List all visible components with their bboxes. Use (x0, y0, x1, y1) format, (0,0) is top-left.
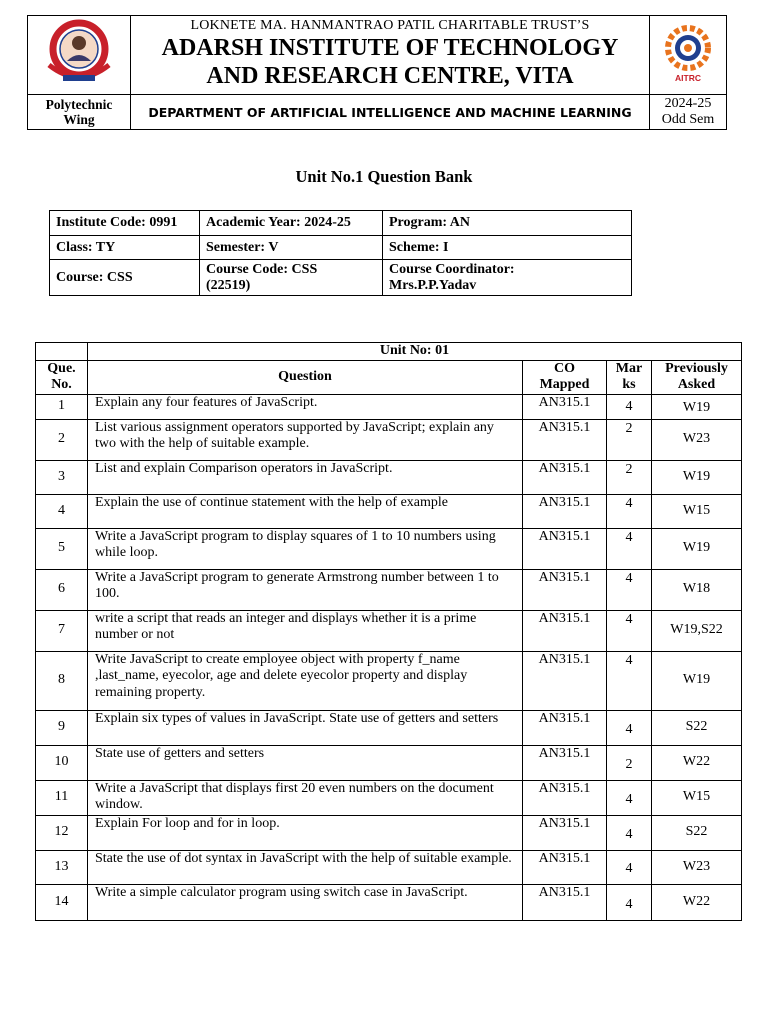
table-row (36, 884, 742, 920)
co-mapped: AN315.1 (523, 780, 607, 815)
question-number: 4 (36, 494, 88, 528)
header-co-mapped (523, 360, 607, 394)
course-info-table (49, 210, 632, 296)
previously-asked: W15 (652, 780, 742, 815)
institute-logo-cell (28, 16, 131, 95)
marks: 4 (607, 494, 652, 528)
header-marks-line1: Mar (615, 360, 643, 376)
question-text: Write a JavaScript program to generate Armstrong number between 1 to 100. (88, 569, 523, 610)
institute-emblem-icon (39, 17, 119, 89)
previously-asked: W19 (652, 394, 742, 419)
previously-asked: W22 (652, 745, 742, 780)
co-mapped: AN315.1 (523, 610, 607, 651)
table-row (36, 745, 742, 780)
aitrc-logo-cell (650, 16, 727, 95)
marks: 4 (607, 528, 652, 569)
previously-asked: S22 (652, 710, 742, 745)
unit-number: Unit No: 01 (88, 343, 742, 361)
marks: 4 (607, 651, 652, 710)
co-mapped: AN315.1 (523, 745, 607, 780)
previously-asked: W19,S22 (652, 610, 742, 651)
table-row (36, 651, 742, 710)
question-text: Explain the use of continue statement with the help of example (88, 494, 523, 528)
page-title: Unit No.1 Question Bank (295, 167, 473, 186)
aitrc-logo-text: AITRC (675, 72, 701, 83)
marks: 4 (607, 850, 652, 884)
course-code-line1: Course Code: CSS (206, 261, 318, 277)
institute-name-line1: ADARSH INSTITUTE OF TECHNOLOGY (161, 35, 619, 61)
question-bank-table (35, 342, 742, 921)
header-question: Question (88, 360, 523, 394)
previously-asked: W18 (652, 569, 742, 610)
question-text: Explain six types of values in JavaScript. State use of getters and setters (88, 710, 523, 745)
table-row (36, 460, 742, 494)
academic-year-cell: Academic Year: 2024-25 (200, 211, 383, 236)
co-mapped: AN315.1 (523, 494, 607, 528)
coordinator-line2: Mrs.P.P.Yadav (389, 277, 477, 293)
header-prev-line2: Asked (677, 377, 716, 392)
academic-year: 2024-25 (664, 96, 712, 111)
co-mapped: AN315.1 (523, 651, 607, 710)
semester-label: Odd Sem (661, 112, 715, 127)
marks: 4 (607, 815, 652, 850)
header-marks-line2: ks (622, 377, 636, 392)
previously-asked: W19 (652, 528, 742, 569)
unit-blank-cell (36, 343, 88, 361)
session-cell (650, 95, 727, 130)
institute-title-cell (131, 16, 650, 95)
question-number: 9 (36, 710, 88, 745)
previously-asked: S22 (652, 815, 742, 850)
question-number: 5 (36, 528, 88, 569)
wing-line1: Polytechnic (45, 97, 113, 112)
table-row (36, 610, 742, 651)
co-mapped: AN315.1 (523, 419, 607, 460)
table-row (36, 528, 742, 569)
co-mapped: AN315.1 (523, 710, 607, 745)
table-row (36, 569, 742, 610)
wing-cell (28, 95, 131, 130)
course-cell: Course: CSS (50, 260, 200, 296)
marks: 4 (607, 710, 652, 745)
table-row (36, 780, 742, 815)
question-number: 1 (36, 394, 88, 419)
co-mapped: AN315.1 (523, 569, 607, 610)
header-marks (607, 360, 652, 394)
previously-asked: W15 (652, 494, 742, 528)
wing-line2: Wing (63, 112, 95, 127)
header-que-no-line2: No. (51, 377, 72, 392)
previously-asked: W23 (652, 850, 742, 884)
marks: 4 (607, 569, 652, 610)
letterhead (27, 15, 727, 128)
question-number: 13 (36, 850, 88, 884)
question-number: 3 (36, 460, 88, 494)
question-text: Explain For loop and for in loop. (88, 815, 523, 850)
question-text: Write JavaScript to create employee object with property f_name ,last_name, eyecolor, age and delete eyecolor property and display remaining property. (88, 651, 523, 710)
question-number: 6 (36, 569, 88, 610)
coordinator-cell (383, 260, 632, 296)
header-co-line2: Mapped (539, 377, 590, 392)
previously-asked: W19 (652, 460, 742, 494)
institute-code: Institute Code: 0991 (50, 211, 200, 236)
header-prev-line1: Previously (665, 360, 728, 376)
marks: 2 (607, 745, 652, 780)
header-que-no (36, 360, 88, 394)
table-row (36, 394, 742, 419)
previously-asked: W19 (652, 651, 742, 710)
co-mapped: AN315.1 (523, 528, 607, 569)
semester-cell: Semester: V (200, 236, 383, 260)
coordinator-line1: Course Coordinator: (389, 261, 515, 277)
marks: 4 (607, 394, 652, 419)
scheme-cell: Scheme: I (383, 236, 632, 260)
question-text: write a script that reads an integer and displays whether it is a prime number or not (88, 610, 523, 651)
co-mapped: AN315.1 (523, 815, 607, 850)
co-mapped: AN315.1 (523, 394, 607, 419)
question-text: State the use of dot syntax in JavaScript with the help of suitable example. (88, 850, 523, 884)
header-co-line1: CO (554, 360, 575, 376)
question-number: 11 (36, 780, 88, 815)
question-number: 2 (36, 419, 88, 460)
question-text: Write a JavaScript program to display squares of 1 to 10 numbers using while loop. (88, 528, 523, 569)
question-number: 12 (36, 815, 88, 850)
previously-asked: W23 (652, 419, 742, 460)
question-text: Write a simple calculator program using switch case in JavaScript. (88, 884, 523, 920)
program-cell: Program: AN (383, 211, 632, 236)
question-number: 10 (36, 745, 88, 780)
co-mapped: AN315.1 (523, 850, 607, 884)
marks: 4 (607, 884, 652, 920)
co-mapped: AN315.1 (523, 460, 607, 494)
marks: 4 (607, 780, 652, 815)
header-que-no-line1: Que. (47, 360, 76, 376)
trust-name: LOKNETE MA. HANMANTRAO PATIL CHARITABLE TRUST’S (190, 18, 590, 33)
question-text: List and explain Comparison operators in JavaScript. (88, 460, 523, 494)
question-text: Explain any four features of JavaScript. (88, 394, 523, 419)
aitrc-logo-icon (658, 22, 718, 84)
table-row (36, 494, 742, 528)
table-row (36, 710, 742, 745)
course-code-cell (200, 260, 383, 296)
marks: 2 (607, 460, 652, 494)
marks: 2 (607, 419, 652, 460)
question-number: 7 (36, 610, 88, 651)
marks: 4 (607, 610, 652, 651)
question-number: 14 (36, 884, 88, 920)
question-text: Write a JavaScript that displays first 20 even numbers on the document window. (88, 780, 523, 815)
department-name: DEPARTMENT OF ARTIFICIAL INTELLIGENCE AND MACHINE LEARNING (131, 95, 650, 130)
header-previously-asked (652, 360, 742, 394)
class-cell: Class: TY (50, 236, 200, 260)
institute-name-line2: AND RESEARCH CENTRE, VITA (206, 63, 574, 89)
co-mapped: AN315.1 (523, 884, 607, 920)
table-row (36, 815, 742, 850)
table-row (36, 419, 742, 460)
table-row (36, 850, 742, 884)
course-code-line2: (22519) (206, 277, 251, 293)
question-number: 8 (36, 651, 88, 710)
previously-asked: W22 (652, 884, 742, 920)
question-text: List various assignment operators supported by JavaScript; explain any two with the help of suitable example. (88, 419, 523, 460)
question-text: State use of getters and setters (88, 745, 523, 780)
